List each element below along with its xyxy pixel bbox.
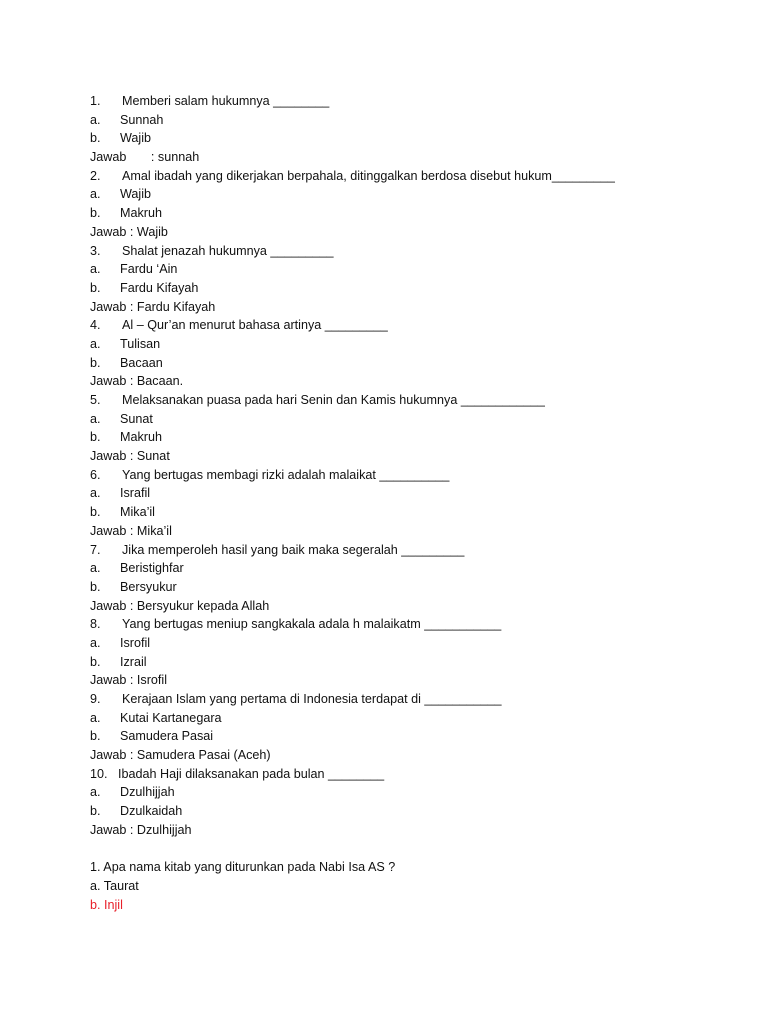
option-label: a.	[90, 411, 101, 426]
question-line	[90, 391, 730, 410]
option-label: b.	[90, 729, 101, 744]
question-line	[90, 615, 730, 634]
answer-line: Jawab : Mika’il	[90, 523, 172, 538]
option-line	[90, 783, 730, 802]
document-body	[90, 92, 730, 914]
option-label: a.	[90, 561, 101, 576]
option-text: Israfil	[120, 486, 151, 501]
question-list	[90, 92, 730, 840]
option-text: Tulisan	[120, 336, 161, 351]
question-text: Melaksanakan puasa pada hari Senin dan Kamis hukumnya ____________	[122, 393, 545, 407]
option-line	[90, 354, 730, 373]
question-number: 9.	[90, 692, 101, 706]
option-line	[90, 279, 730, 298]
option-label: b.	[90, 579, 101, 594]
option-text: Wajib	[120, 131, 152, 146]
option-label: b.	[90, 430, 101, 445]
question-line	[90, 316, 730, 335]
question-text: Jika memperoleh hasil yang baik maka segeralah _________	[122, 542, 465, 557]
option-line	[90, 727, 730, 746]
question-number: 3.	[90, 243, 101, 258]
answer-line: Jawab : Isrofil	[90, 673, 167, 688]
option-text: Makruh	[120, 206, 162, 221]
option-line	[90, 653, 730, 672]
option-text: Sunat	[120, 411, 153, 426]
option-line	[90, 185, 730, 204]
answer-line: Jawab : Samudera Pasai (Aceh)	[90, 748, 271, 763]
option-label: a.	[90, 112, 101, 127]
question-text: Ibadah Haji dilaksanakan pada bulan ________	[118, 766, 385, 781]
question-text: Shalat jenazah hukumnya _________	[122, 243, 334, 258]
option-text: Bersyukur	[120, 579, 177, 594]
option-text: Izrail	[120, 654, 147, 669]
option-label: a.	[90, 486, 101, 501]
question-number: 7.	[90, 542, 101, 557]
option-line	[90, 111, 730, 130]
answer-line: Jawab : Sunat	[90, 449, 170, 464]
option-text: Makruh	[120, 430, 162, 445]
option-line	[90, 428, 730, 447]
question-number: 4.	[90, 318, 101, 333]
option-label: a.	[90, 635, 101, 650]
answer-line: Jawab : Bacaan.	[90, 374, 184, 389]
option-label: b.	[90, 505, 101, 520]
option-text: Sunnah	[120, 112, 164, 127]
option-text: Isrofil	[120, 635, 151, 650]
section2-option-b-highlighted: b. Injil	[90, 897, 123, 912]
option-line	[90, 335, 730, 354]
answer-line: Jawab : Wajib	[90, 224, 168, 239]
option-label: b.	[90, 355, 101, 370]
section2-question: 1. Apa nama kitab yang diturunkan pada Nabi Isa AS ?	[90, 860, 396, 875]
question-text: Memberi salam hukumnya ________	[122, 94, 330, 108]
option-label: b.	[90, 280, 101, 295]
question-line	[90, 242, 730, 261]
option-text: Kutai Kartanegara	[120, 710, 222, 725]
option-line	[90, 709, 730, 728]
question-number: 8.	[90, 617, 101, 632]
option-label: a.	[90, 710, 101, 725]
option-label: b.	[90, 654, 101, 669]
option-line	[90, 129, 730, 148]
option-line	[90, 802, 730, 821]
option-text: Wajib	[120, 187, 152, 202]
option-label: a.	[90, 336, 101, 351]
option-text: Fardu ‘Ain	[120, 262, 178, 277]
option-text: Dzulkaidah	[120, 804, 183, 819]
option-line	[90, 410, 730, 429]
option-label: b.	[90, 804, 101, 819]
question-line	[90, 690, 730, 709]
question-number: 2.	[90, 168, 101, 183]
option-line	[90, 204, 730, 223]
question-text: Kerajaan Islam yang pertama di Indonesia terdapat di ___________	[122, 692, 502, 706]
option-label: a.	[90, 262, 101, 277]
answer-line: Jawab : Bersyukur kepada Allah	[90, 598, 270, 613]
question-number: 10.	[90, 766, 108, 781]
option-line	[90, 484, 730, 503]
question-text: Yang bertugas membagi rizki adalah malaikat __________	[122, 467, 450, 482]
question-line	[90, 765, 730, 784]
section-gap	[90, 840, 730, 859]
option-line	[90, 503, 730, 522]
question-line	[90, 92, 730, 111]
option-line	[90, 260, 730, 279]
option-label: a.	[90, 187, 101, 202]
answer-line: Jawab : Fardu Kifayah	[90, 299, 216, 314]
question-text: Amal ibadah yang dikerjakan berpahala, ditinggalkan berdosa disebut hukum_________	[122, 168, 615, 183]
option-line	[90, 578, 730, 597]
option-text: Bacaan	[120, 355, 163, 370]
option-label: b.	[90, 131, 101, 146]
option-label: a.	[90, 785, 101, 800]
option-text: Beristighfar	[120, 561, 184, 576]
question-number: 6.	[90, 467, 101, 482]
question-text: Yang bertugas meniup sangkakala adala h malaikatm ___________	[122, 617, 502, 632]
question-line	[90, 541, 730, 560]
option-text: Dzulhijjah	[120, 785, 175, 800]
option-text: Fardu Kifayah	[120, 280, 199, 295]
option-text: Mika’il	[120, 505, 155, 520]
question-line	[90, 167, 730, 186]
question-number: 5.	[90, 393, 101, 407]
section2-option-a: a. Taurat	[90, 878, 139, 893]
option-line	[90, 559, 730, 578]
question-text: Al – Qur’an menurut bahasa artinya _________	[122, 318, 388, 333]
answer-line: Jawab : sunnah	[90, 150, 200, 165]
question-line	[90, 466, 730, 485]
answer-line: Jawab : Dzulhijjah	[90, 822, 192, 837]
option-label: b.	[90, 206, 101, 221]
question-number: 1.	[90, 94, 101, 108]
option-line	[90, 634, 730, 653]
option-text: Samudera Pasai	[120, 729, 214, 744]
